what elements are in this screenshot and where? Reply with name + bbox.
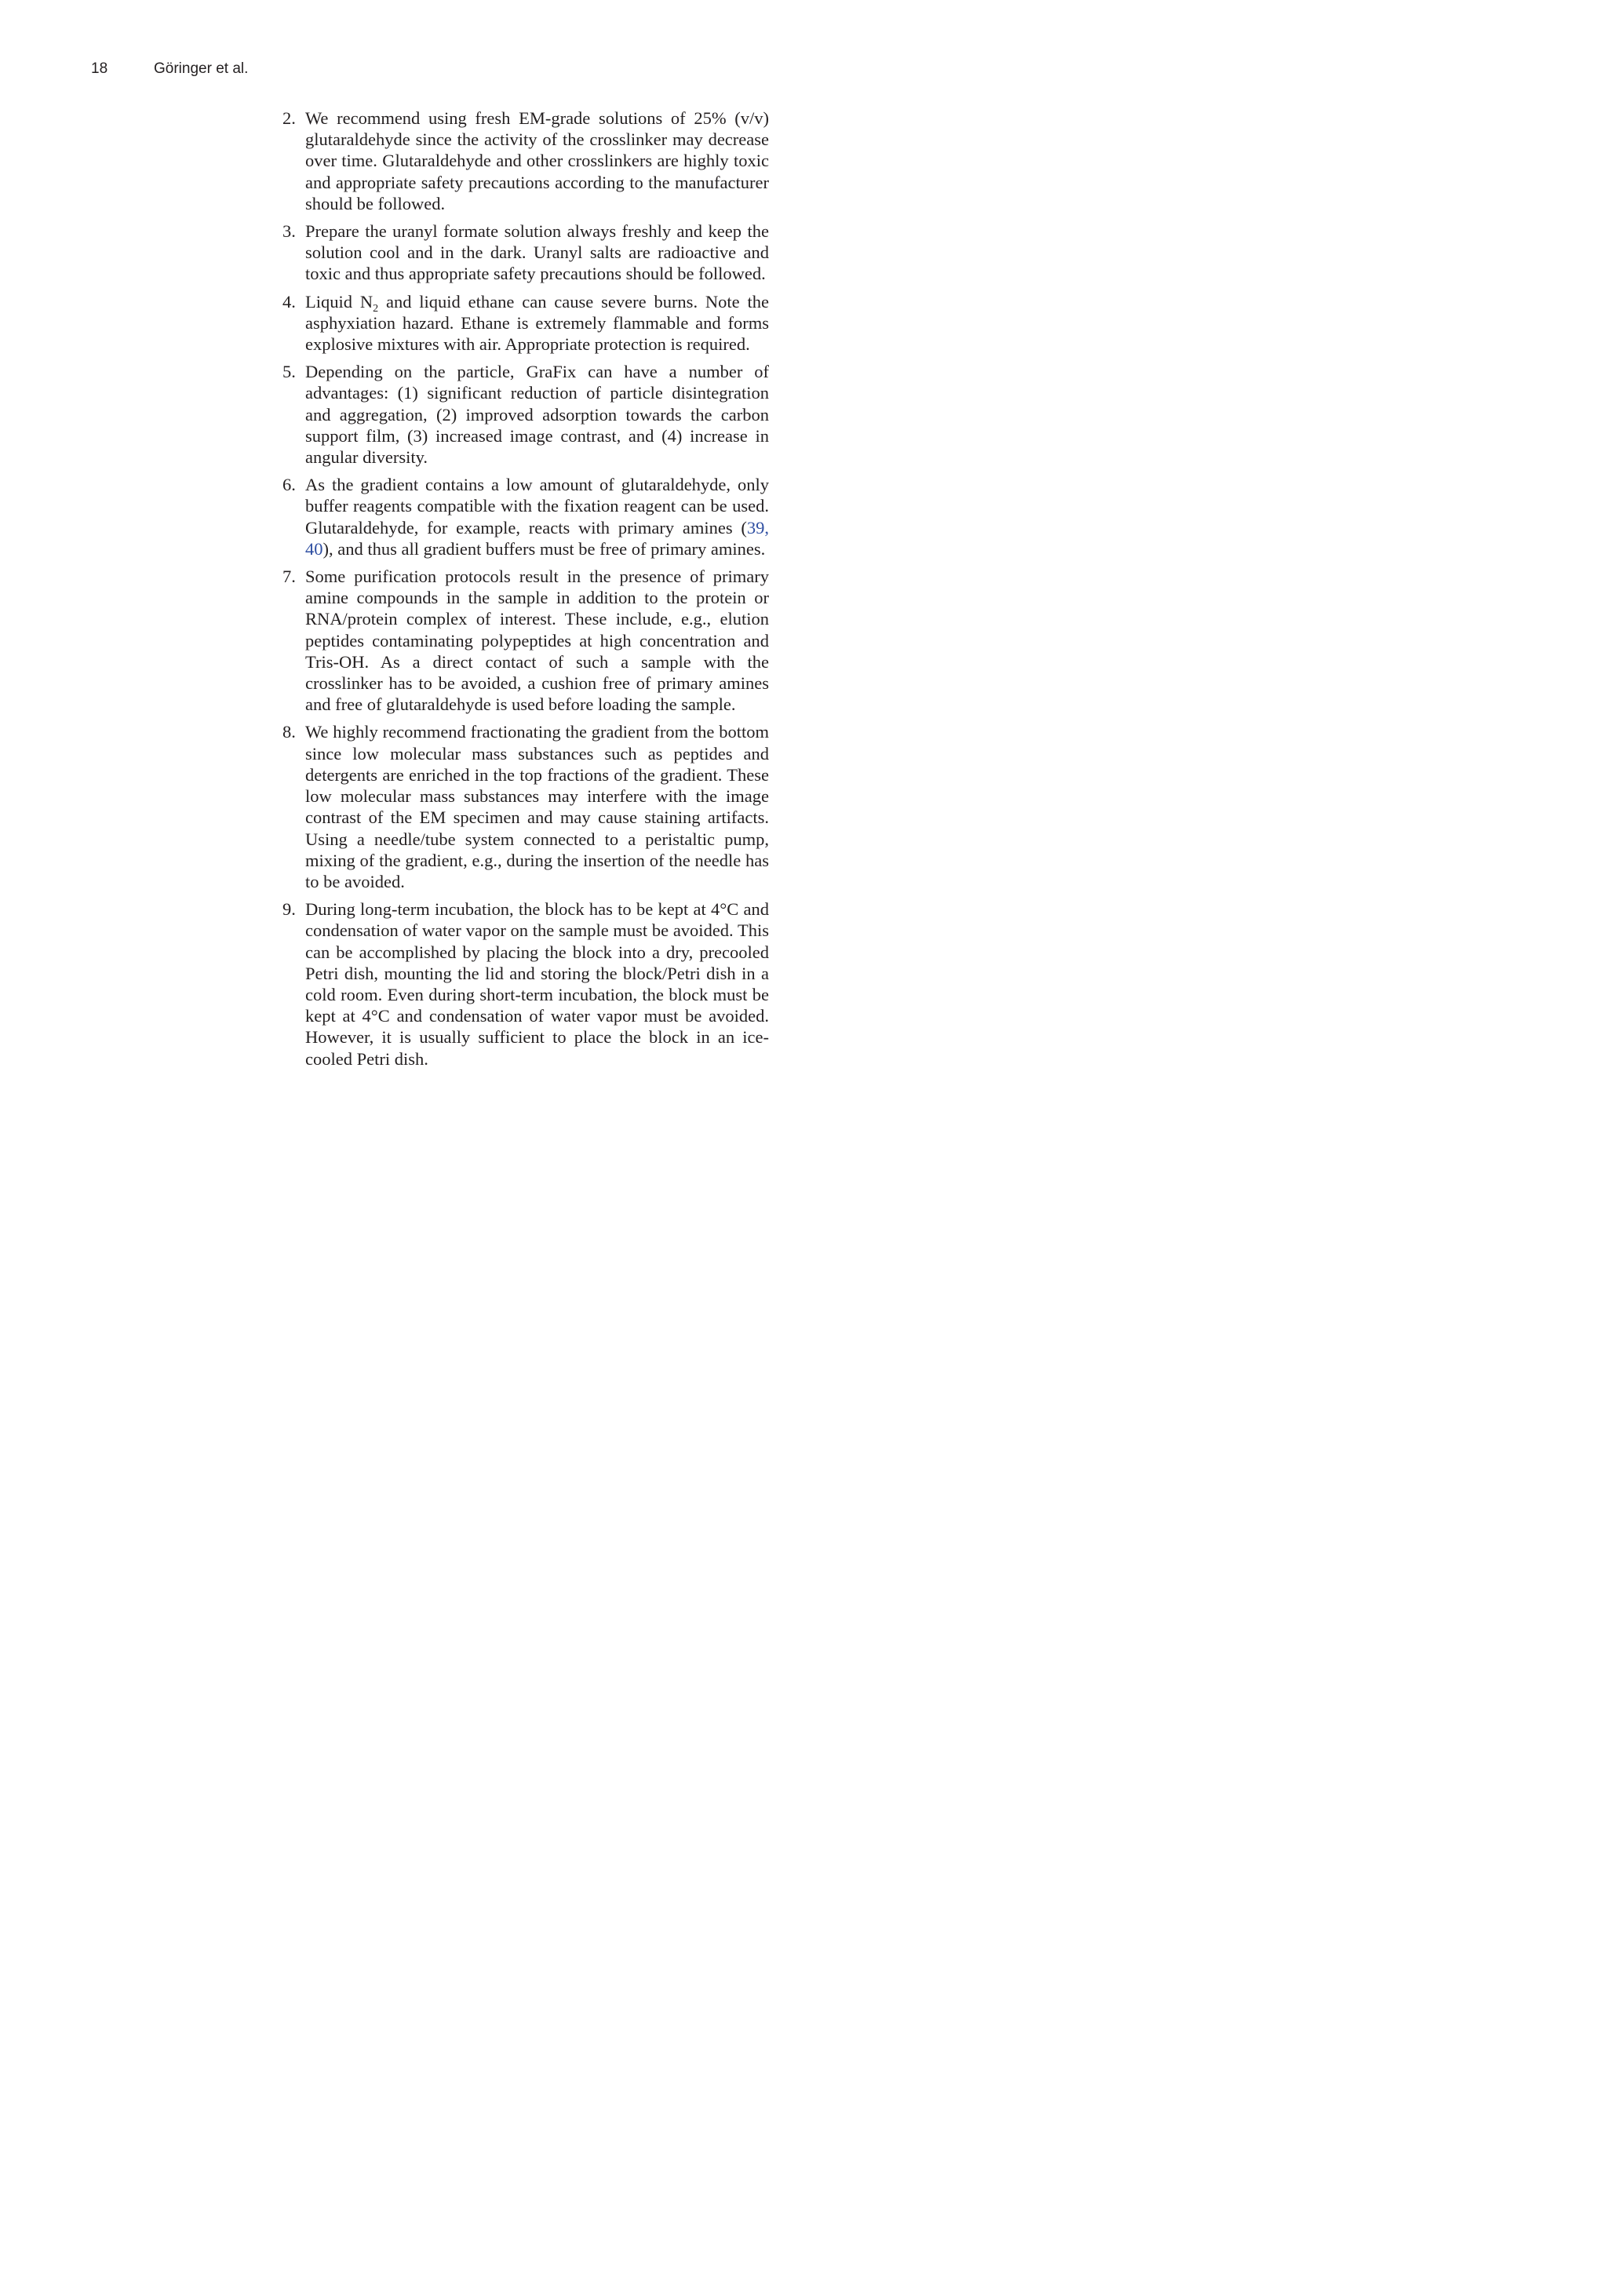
note-text: We recommend using fresh EM-grade solutions of 25% (v/v) glutaraldehyde since the activity of the crosslinker may decrease over time. Glutaraldehyde and other crosslinkers are highly toxic and appropriate safety precautions according to the manufacturer should be followed.: [305, 108, 769, 213]
note-text: During long-term incubation, the block has to be kept at 4°C and condensation of water vapor on the sample must be avoided. This can be accomplished by placing the block into a dry, precooled Petri dish, mounting the lid and storing the block/Petri dish in a cold room. Even during short-term incubation, the block must be kept at 4°C and condensation of water vapor must be avoided. However, it is usually sufficient to place the block in an ice-cooled Petri dish.: [305, 899, 769, 1069]
running-head-authors: Göringer et al.: [154, 60, 249, 77]
note-number: 8.: [282, 722, 296, 742]
citation-link[interactable]: 39, 40: [305, 517, 769, 559]
note-item: [279, 566, 769, 715]
note-item: [279, 220, 769, 285]
note-text: We highly recommend fractionating the gradient from the bottom since low molecular mass substances such as peptides and detergents are enriched in the top fractions of the gradient. These low molecular mass substances may interfere with the image contrast of the EM specimen and may cause staining artifacts. Using a needle/tube system connected to a peristaltic pump, mixing of the gradient, e.g., during the insertion of the needle has to be avoided.: [305, 722, 769, 891]
note-item: [279, 291, 769, 355]
note-text-part: Liquid N: [305, 291, 374, 312]
note-number: 2.: [282, 108, 296, 128]
note-number: 7.: [282, 567, 296, 587]
note-number: 5.: [282, 362, 296, 382]
note-item: [279, 108, 769, 214]
note-text-part: As the gradient contains a low amount of glutaraldehyde, only buffer reagents compatible with the fixation reagent can be used. Glutaraldehyde, for example, reacts with primary amines (: [305, 475, 769, 538]
note-item: [279, 474, 769, 559]
note-number: 6.: [282, 475, 296, 495]
note-text-part: ), and thus all gradient buffers must be free of primary amines.: [322, 538, 766, 559]
note-text: Depending on the particle, GraFix can have a number of advantages: (1) significant reduction of particle disintegration and aggregation, (2) improved adsorption towards the carbon support film, (3) increased image contrast, and (4) increase in angular diversity.: [305, 362, 769, 468]
note-number: 3.: [282, 221, 296, 242]
note-text: Some purification protocols result in the presence of primary amine compounds in the sample in addition to the protein or RNA/protein complex of interest. These include, e.g., elution peptides contaminating polypeptides at high concentration and Tris-OH. As a direct contact of such a sample with the crosslinker has to be avoided, a cushion free of primary amines and free of glutaraldehyde is used before loading the sample.: [305, 567, 769, 715]
note-item: [279, 721, 769, 892]
note-text: Prepare the uranyl formate solution always freshly and keep the solution cool and in the dark. Uranyl salts are radioactive and toxic and thus appropriate safety precautions should be followed.: [305, 221, 769, 284]
subscript: 2: [373, 302, 379, 315]
note-number: 9.: [282, 899, 296, 920]
note-number: 4.: [282, 291, 296, 312]
running-head: [91, 60, 248, 78]
page-number: 18: [91, 60, 108, 77]
note-text-part: and liquid ethane can cause severe burns. Note the asphyxiation hazard. Ethane is extremely flammable and forms explosive mixtures with air. Appropriate protection is required.: [305, 291, 769, 355]
note-item: [279, 361, 769, 468]
note-text: [305, 291, 769, 355]
note-item: [279, 898, 769, 1070]
notes-list: [279, 108, 769, 1076]
note-text: [305, 474, 769, 559]
